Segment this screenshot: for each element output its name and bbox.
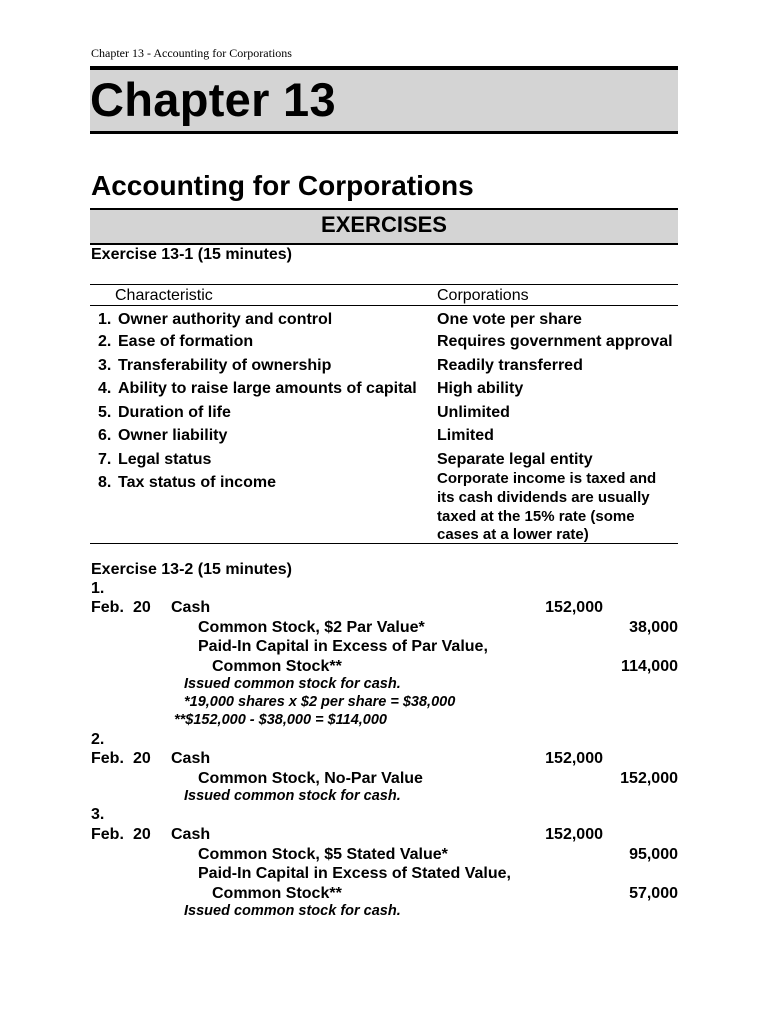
debit-account: Cash — [171, 750, 211, 767]
row-corporations: Requires government approval — [437, 333, 673, 350]
entry-footnote: **$152,000 - $38,000 = $114,000 — [174, 712, 387, 728]
credit-amount: 57,000 — [629, 885, 678, 902]
row-corporations-line: cases at a lower rate) — [437, 526, 589, 543]
col-header-characteristic: Characteristic — [115, 287, 213, 304]
col-header-corporations: Corporations — [437, 287, 529, 304]
credit-account-continued: Common Stock** — [212, 885, 342, 902]
running-header: Chapter 13 - Accounting for Corporations — [91, 46, 292, 60]
entry-month: Feb. — [91, 750, 124, 767]
row-characteristic: Ability to raise large amounts of capital — [118, 380, 417, 397]
row-characteristic: Owner authority and control — [118, 311, 333, 328]
part-label: 3. — [91, 806, 105, 823]
row-corporations: Limited — [437, 427, 494, 444]
exercises-heading: EXERCISES — [321, 212, 447, 237]
debit-account: Cash — [171, 826, 211, 843]
row-corporations-line: Corporate income is taxed and — [437, 470, 657, 487]
part-label: 2. — [91, 731, 105, 748]
entry-day: 20 — [133, 750, 151, 767]
entry-month: Feb. — [91, 826, 124, 843]
credit-amount: 114,000 — [621, 658, 678, 675]
credit-amount: 38,000 — [629, 619, 678, 636]
row-characteristic: Tax status of income — [118, 474, 276, 491]
row-characteristic: Duration of life — [118, 404, 231, 421]
table-bottom-rule — [90, 543, 678, 544]
row-corporations-line: taxed at the 15% rate (some — [437, 508, 635, 525]
credit-account: Common Stock, No-Par Value — [198, 770, 423, 787]
row-number: 1. — [98, 311, 112, 328]
row-number: 7. — [98, 451, 112, 468]
debit-amount: 152,000 — [545, 599, 603, 616]
entry-memo: Issued common stock for cash. — [184, 903, 401, 919]
entry-footnote: *19,000 shares x $2 per share = $38,000 — [184, 694, 456, 710]
row-number: 5. — [98, 404, 112, 421]
chapter-subtitle: Accounting for Corporations — [91, 170, 474, 201]
table-top-rule — [90, 284, 678, 285]
row-corporations: One vote per share — [437, 311, 582, 328]
row-characteristic: Legal status — [118, 451, 212, 468]
exercise-13-2-heading: Exercise 13-2 (15 minutes) — [91, 561, 292, 578]
credit-account-continued: Common Stock** — [212, 658, 342, 675]
credit-amount: 95,000 — [629, 846, 678, 863]
table-header-rule — [90, 305, 678, 306]
part-label: 1. — [91, 580, 105, 597]
row-corporations-line: its cash dividends are usually — [437, 489, 650, 506]
row-characteristic: Transferability of ownership — [118, 357, 332, 374]
row-characteristic: Owner liability — [118, 427, 228, 444]
credit-account: Common Stock, $2 Par Value* — [198, 619, 425, 636]
chapter-title: Chapter 13 — [90, 73, 336, 126]
credit-account: Paid-In Capital in Excess of Par Value, — [198, 638, 488, 655]
credit-account: Paid-In Capital in Excess of Stated Value, — [198, 865, 511, 882]
credit-amount: 152,000 — [620, 770, 678, 787]
row-corporations: Separate legal entity — [437, 451, 593, 468]
credit-account: Common Stock, $5 Stated Value* — [198, 846, 448, 863]
exercise-13-1-heading: Exercise 13-1 (15 minutes) — [91, 246, 292, 263]
row-corporations: High ability — [437, 380, 524, 397]
debit-amount: 152,000 — [545, 826, 603, 843]
entry-day: 20 — [133, 826, 151, 843]
debit-account: Cash — [171, 599, 211, 616]
entry-memo: Issued common stock for cash. — [184, 676, 401, 692]
row-characteristic: Ease of formation — [118, 333, 254, 350]
row-number: 4. — [98, 380, 112, 397]
row-corporations: Unlimited — [437, 404, 510, 421]
row-number: 8. — [98, 474, 112, 491]
row-corporations: Readily transferred — [437, 357, 583, 374]
entry-month: Feb. — [91, 599, 124, 616]
row-number: 6. — [98, 427, 112, 444]
debit-amount: 152,000 — [545, 750, 603, 767]
row-number: 2. — [98, 333, 112, 350]
entry-day: 20 — [133, 599, 151, 616]
row-number: 3. — [98, 357, 112, 374]
entry-memo: Issued common stock for cash. — [184, 788, 401, 804]
